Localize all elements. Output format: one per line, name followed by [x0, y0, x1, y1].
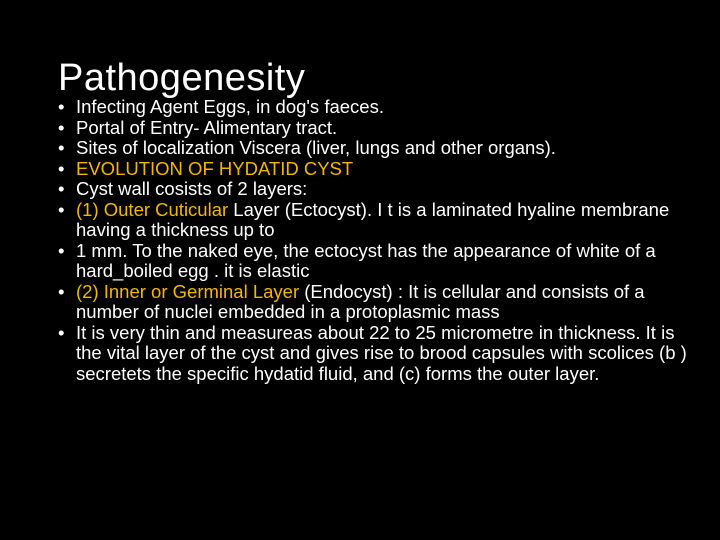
bullet-text: (Endocyst) : It is cellular and consists of a number of nuclei embedded in a protoplasmic mass [76, 280, 645, 322]
bullet-text-highlight: (1) Outer Cuticular [76, 198, 229, 220]
bullet-text: Sites of localization Viscera (liver, lungs and other organs). [76, 137, 556, 158]
bullet-text: It is very thin and measureas about 22 to 25 micrometre in thickness. It is the vital layer of the cyst and gives rise to brood capsules with scolices (b ) secretets the specific hydatid fluid, and (c) forms the outer layer. [76, 321, 687, 384]
bullet-icon: • [58, 280, 65, 302]
bullet-icon: • [58, 96, 65, 117]
bullet-item [55, 179, 695, 200]
bullet-icon: • [58, 137, 65, 158]
bullet-list [55, 97, 695, 384]
bullet-item [55, 323, 695, 385]
bullet-item [55, 282, 695, 323]
bullet-item [55, 241, 695, 282]
bullet-item [55, 97, 695, 118]
bullet-text: Cyst wall cosists of 2 layers: [76, 178, 308, 199]
bullet-text: Infecting Agent Eggs, in dog's faeces. [76, 96, 384, 117]
bullet-icon: • [58, 178, 65, 199]
bullet-icon: • [58, 116, 65, 138]
bullet-text-highlight: EVOLUTION OF HYDATID CYST [76, 157, 354, 179]
bullet-icon: • [58, 157, 65, 179]
bullet-item [55, 200, 695, 241]
slide-title: Pathogenesity [58, 57, 306, 99]
bullet-text: 1 mm. To the naked eye, the ectocyst has the appearance of white of a hard_boiled egg . it is elastic [76, 239, 656, 281]
bullet-icon: • [58, 239, 65, 261]
bullet-text: Layer (Ectocyst). I t is a laminated hyaline membrane having a thickness up to [76, 198, 670, 240]
bullet-icon: • [58, 321, 65, 343]
bullet-item [55, 118, 695, 139]
bullet-icon: • [58, 198, 65, 220]
bullet-text-highlight: (2) Inner or Germinal Layer [76, 280, 300, 302]
bullet-item [55, 159, 695, 180]
bullet-item [55, 138, 695, 159]
bullet-text: Portal of Entry- Alimentary tract. [76, 116, 338, 138]
